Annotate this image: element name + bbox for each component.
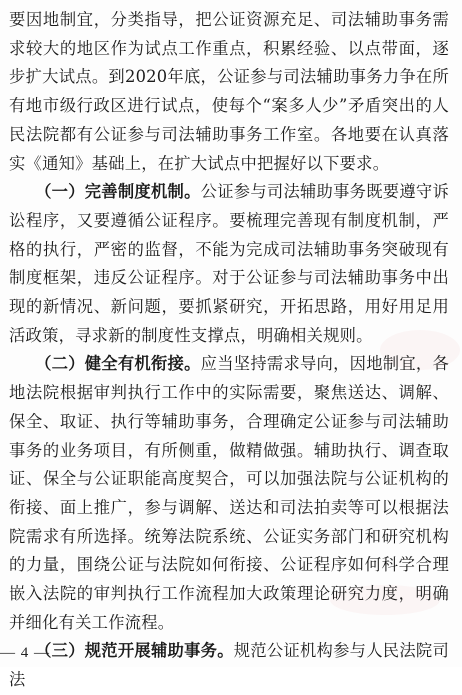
document-body [9,6,449,695]
section-heading-1: （一）完善制度机制。 [35,182,201,202]
section-heading-3: （三）规范开展辅助事务。 [35,641,234,661]
section-paragraph-1 [9,178,449,350]
section-text-2: 应当坚持需求导向，因地制宜，各地法院根据审判执行工作中的实际需要，聚焦送达、调解、保全、取证、执行等辅助事务，合理确定公证参与司法辅助事务的业务项目，有所侧重，做精做强。辅助执行、调查取证、保全与公证职能高度契合，可以加强法院与公证机构的衔接、面上推广，参与调解、送达和司法拍卖等可以根据法院需求有所选择。统筹法院系统、公证实务部门和研究机构的力量，围绕公证与法院如何衔接、公证程序如何科学合理嵌入法院的审判执行工作流程加大政策理论研究力度，明确并细化有关工作流程。 [9,354,449,632]
section-paragraph-3 [9,637,449,694]
section-paragraph-2 [9,350,449,637]
section-heading-2: （二）健全有机衔接。 [35,354,201,374]
section-text-3: 规范公证机构参与人民法院司法 [9,641,449,690]
section-text-1: 公证参与司法辅助事务既要遵守诉讼程序，又要遵循公证程序。要梳理完善现有制度机制，严格的执行，严密的监督，不能为完成司法辅助事务突破现有制度框架，违反公证程序。对于公证参与司法辅助事务中出现的新情况、新问题，要抓紧研究，开拓思路，用好用足用活政策，寻求新的制度性支撑点，明确相关规则。 [9,182,449,345]
intro-paragraph: 要因地制宜，分类指导，把公证资源充足、司法辅助事务需求较大的地区作为试点工作重点，积累经验、以点带面，逐步扩大试点。到2020年底，公证参与司法辅助事务力争在所有地市级行政区进行试点，使每个“案多人少”矛盾突出的人民法院都有公证参与司法辅助事务工作室。各地要在认真落实《通知》基础上，在扩大试点中把握好以下要求。 [9,10,449,173]
page-number: — 4 — [0,645,50,661]
